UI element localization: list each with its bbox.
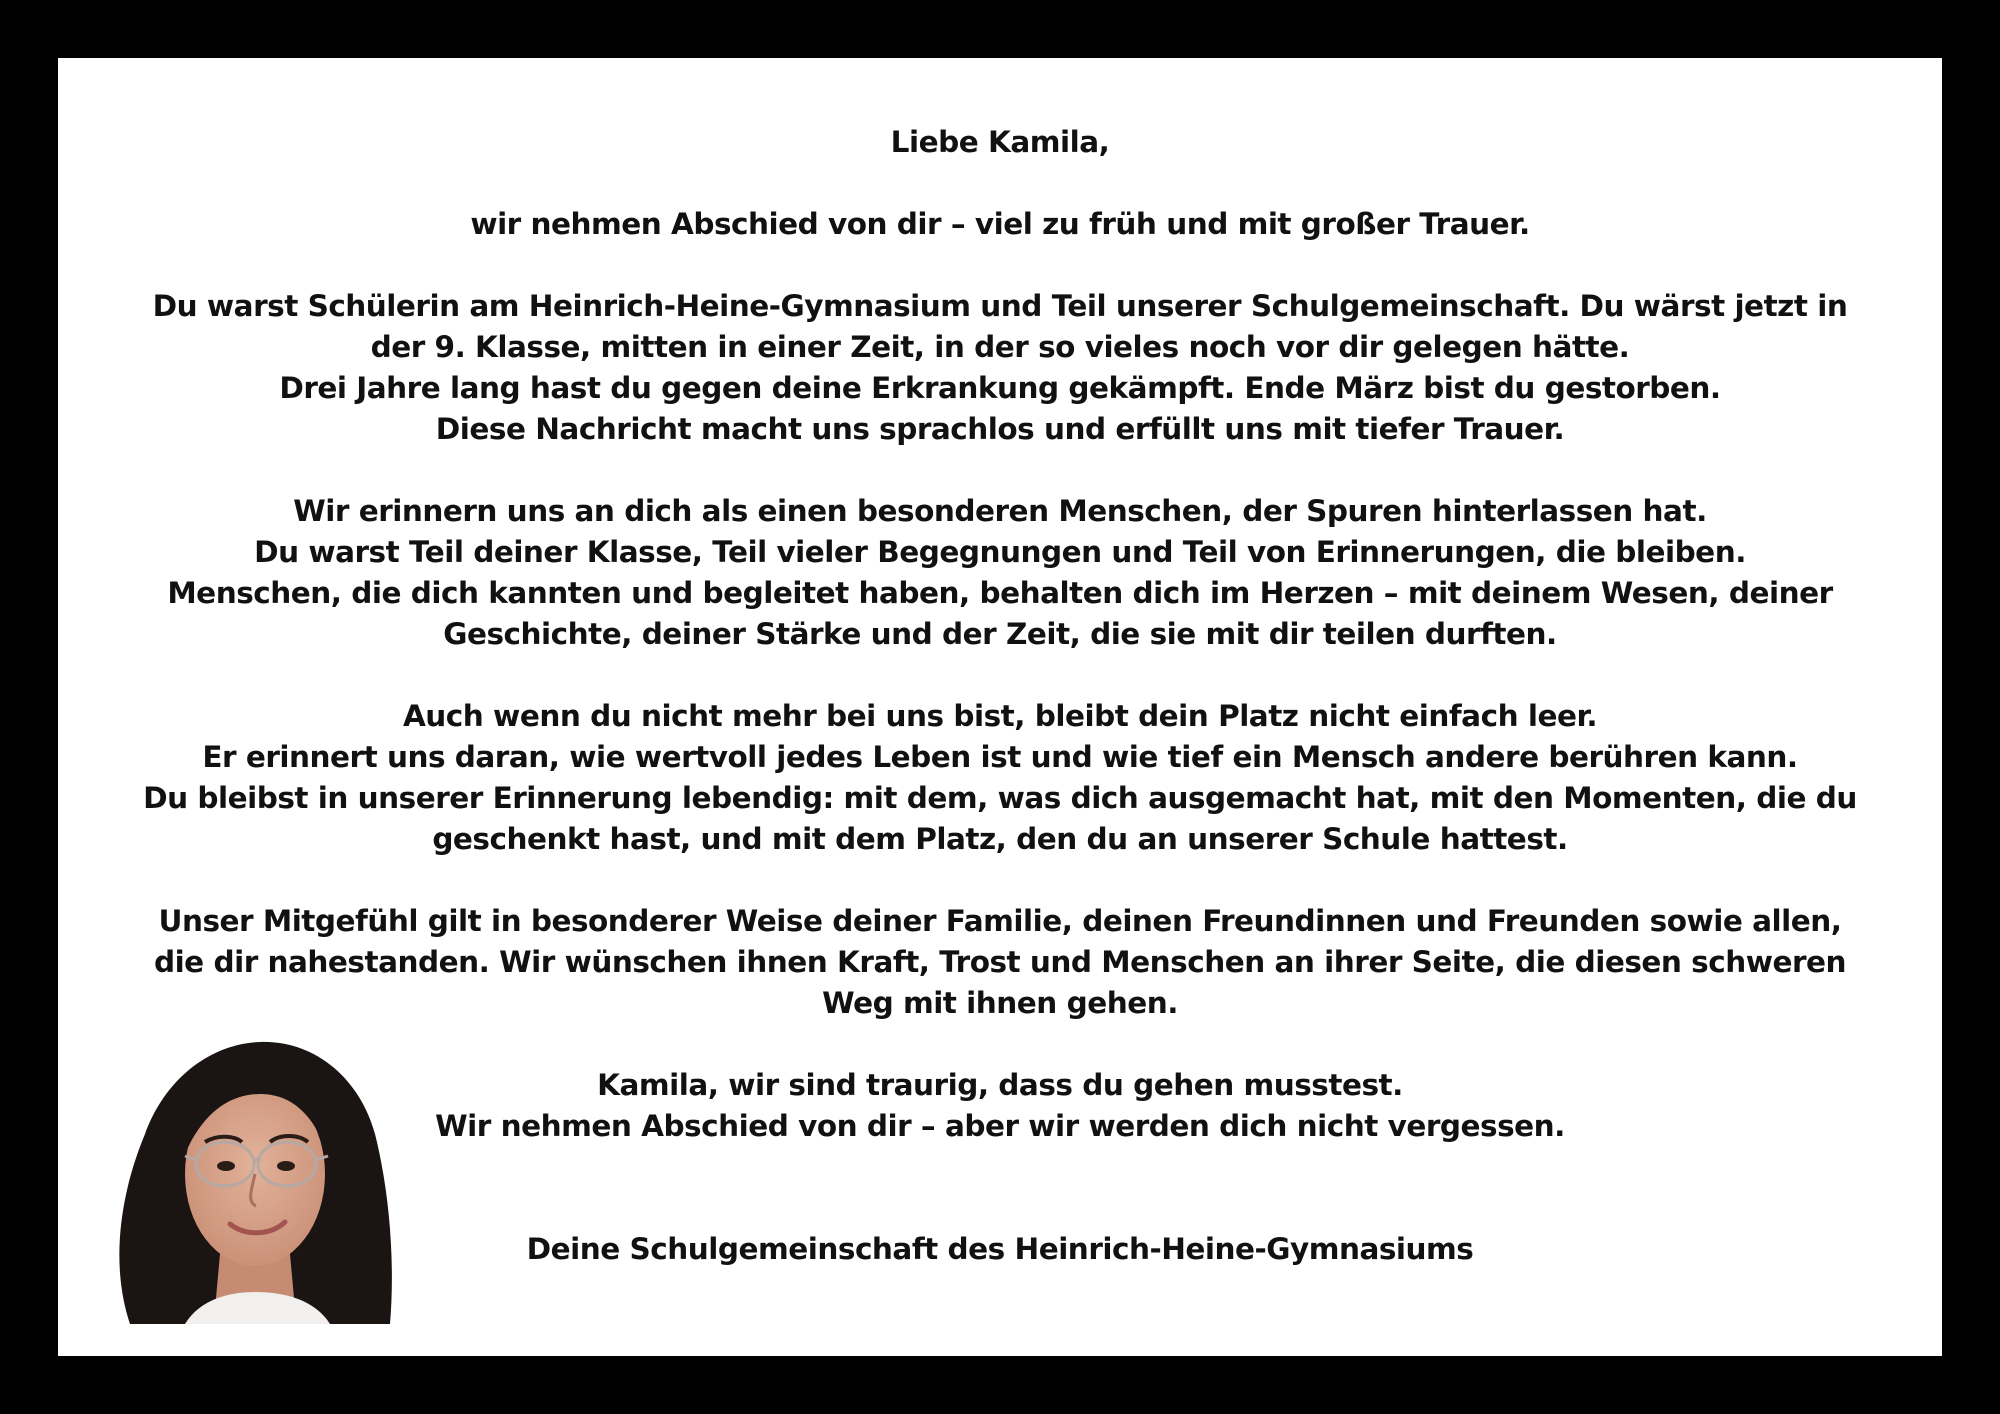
paragraph-3-line-1: Auch wenn du nicht mehr bei uns bist, bleibt dein Platz nicht einfach leer. <box>402 699 1598 733</box>
paragraph-2-line-4: Geschichte, deiner Stärke und der Zeit, die sie mit dir teilen durften. <box>443 617 1557 651</box>
paragraph-1-line-4: Diese Nachricht macht uns sprachlos und erfüllt uns mit tiefer Trauer. <box>435 412 1565 446</box>
paragraph-1-line-3: Drei Jahre lang hast du gegen deine Erkrankung gekämpft. Ende März bist du gestorben. <box>279 371 1721 405</box>
paragraph-3-line-4: geschenkt hast, und mit dem Platz, den du an unserer Schule hattest. <box>432 822 1568 856</box>
paragraph-3-line-2: Er erinnert uns daran, wie wertvoll jedes Leben ist und wie tief ein Mensch andere berühren kann. <box>202 740 1798 774</box>
salutation: Liebe Kamila, <box>890 125 1110 159</box>
paragraph-4-line-1: Unser Mitgefühl gilt in besonderer Weise deiner Familie, deinen Freundinnen und Freunden sowie allen, <box>158 904 1842 938</box>
portrait-photo <box>90 1024 412 1324</box>
paragraph-1-line-2: der 9. Klasse, mitten in einer Zeit, in der so vieles noch vor dir gelegen hätte. <box>370 330 1630 364</box>
intro-line: wir nehmen Abschied von dir – viel zu früh und mit großer Trauer. <box>470 207 1530 241</box>
paragraph-4-line-2: die dir nahestanden. Wir wünschen ihnen Kraft, Trost und Menschen an ihrer Seite, die diesen schweren <box>153 945 1847 979</box>
paragraph-5-line-1: Kamila, wir sind traurig, dass du gehen musstest. <box>597 1068 1403 1102</box>
paragraph-3-line-3: Du bleibst in unserer Erinnerung lebendig: mit dem, was dich ausgemacht hat, mit den Momenten, die du <box>143 781 1857 815</box>
paragraph-4-line-3: Weg mit ihnen gehen. <box>822 986 1178 1020</box>
paragraph-1-line-1: Du warst Schülerin am Heinrich-Heine-Gymnasium und Teil unserer Schulgemeinschaft. Du wärst jetzt in <box>152 289 1848 323</box>
paragraph-2-line-3: Menschen, die dich kannten und begleitet haben, behalten dich im Herzen – mit deinem Wesen, deiner <box>167 576 1833 610</box>
signature: Deine Schulgemeinschaft des Heinrich-Heine-Gymnasiums <box>526 1232 1474 1266</box>
paragraph-2-line-1: Wir erinnern uns an dich als einen besonderen Menschen, der Spuren hinterlassen hat. <box>293 494 1707 528</box>
portrait-photo-icon <box>90 1024 412 1324</box>
paragraph-2-line-2: Du warst Teil deiner Klasse, Teil vieler Begegnungen und Teil von Erinnerungen, die bleiben. <box>254 535 1746 569</box>
paragraph-5-line-2: Wir nehmen Abschied von dir – aber wir werden dich nicht vergessen. <box>435 1109 1565 1143</box>
memorial-page <box>58 58 1942 1356</box>
